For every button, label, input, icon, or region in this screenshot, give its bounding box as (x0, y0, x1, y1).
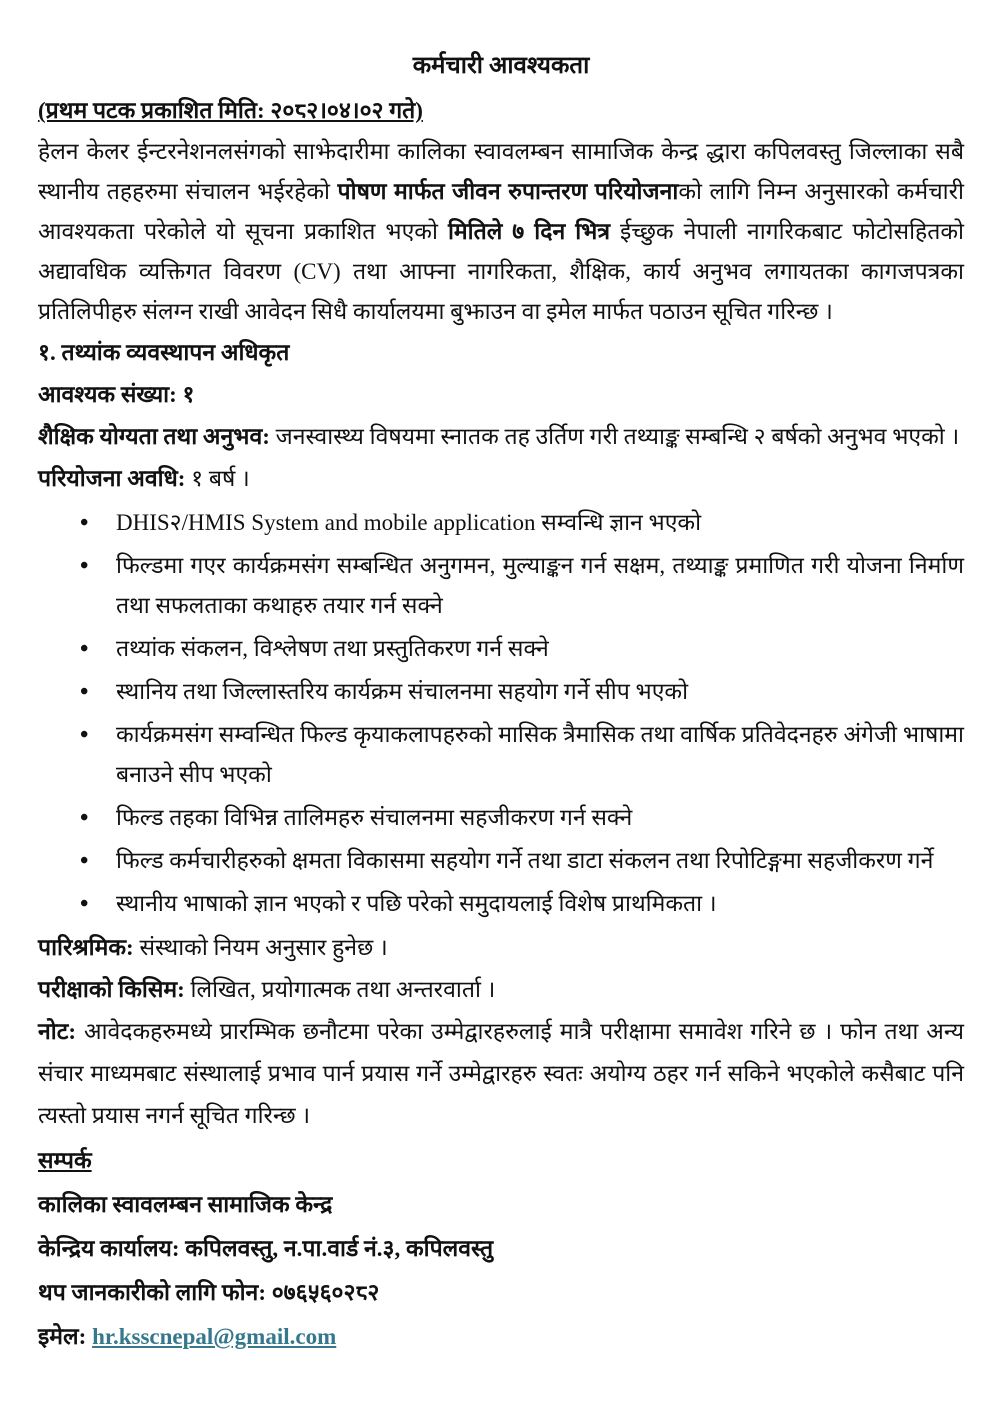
requirement-item (78, 715, 964, 795)
duration-line (38, 458, 964, 500)
requirement-item (78, 672, 964, 712)
email-label: इमेल: (38, 1324, 93, 1349)
requirement-text: स्थानीय भाषाको ज्ञान भएको र पछि परेको समुदायलाई विशेष प्राथमिकता । (116, 891, 717, 916)
exam-type-line (38, 969, 964, 1011)
intro-text-1: हेलन केलर ईन्टरनेशनलसंगको साझेदारीमा कालिका स्वावलम्बन सामाजिक केन्द्र द्धारा कपिलवस्तु जिल्लाका सबै स्थानीय तहहरुमा संचालन भईरहेको (38, 139, 964, 204)
requirement-item (78, 546, 964, 626)
qualification-label: शैक्षिक योग्यता तथा अनुभव: (38, 424, 270, 449)
note-paragraph (38, 1011, 964, 1137)
requirement-item (78, 884, 964, 924)
required-count-line: आवश्यक संख्या: १ (38, 382, 195, 407)
qualification-line (38, 416, 964, 458)
requirement-item (78, 798, 964, 838)
remuneration-text: संस्थाको नियम अनुसार हुनेछ । (133, 935, 388, 960)
requirement-text: DHIS२/HMIS System and mobile application सम्वन्धि ज्ञान भएको (116, 510, 702, 535)
contact-email-line (38, 1315, 964, 1359)
exam-type-text: लिखित, प्रयोगात्मक तथा अन्तरवार्ता । (184, 977, 496, 1002)
exam-type-label: परीक्षाको किसिम: (38, 977, 185, 1002)
contact-phone: थप जानकारीको लागि फोन: ०७६५६०२८२ (38, 1280, 380, 1305)
deadline-bold: मितिले ७ दिन भित्र (447, 219, 621, 244)
requirement-item (78, 629, 964, 669)
project-name-bold: पोषण मार्फत जीवन रुपान्तरण परियोजना (337, 179, 679, 204)
duration-label: परियोजना अवधि: (38, 466, 186, 491)
requirement-text: फिल्ड तहका विभिन्न तालिमहरु संचालनमा सहजीकरण गर्न सक्ने (116, 805, 633, 830)
requirement-item (78, 503, 964, 543)
note-label: नोट: (38, 1019, 76, 1044)
page-title: कर्मचारी आवश्यकता (412, 53, 590, 79)
intro-text-2: को लागि निम्न अनुसारको कर्मचारी आवश्यकता परेकोले यो सूचना प्रकाशित भएको (38, 179, 965, 244)
requirements-list (78, 503, 964, 924)
published-date-line: (प्रथम पटक प्रकाशित मिति: २०८२।०४।०२ गते) (38, 98, 423, 123)
qualification-text: जनस्वास्थ्य विषयमा स्नातक तह उर्तिण गरी तथ्याङ्क सम्बन्धि २ बर्षको अनुभव भएको । (269, 424, 960, 449)
remuneration-label: पारिश्रमिक: (38, 935, 134, 960)
requirement-text: तथ्यांक संकलन, विश्लेषण तथा प्रस्तुतिकरण गर्न सक्ने (116, 636, 549, 661)
intro-text-3: ईच्छुक नेपाली नागरिकबाट फोटोसहितको अद्यावधिक व्यक्तिगत विवरण (CV) तथा आफ्ना नागरिकता, शैक्षिक, कार्य अनुभव लगायतका कागजपत्रका प्रतिलिपीहरु संलग्न राखी आवेदन सिधै कार्यालयमा बुझाउन वा इमेल मार्फत पठाउन सूचित गरिन्छ । (38, 219, 965, 324)
contact-office-address: केन्द्रिय कार्यालय: कपिलवस्तु, न.पा.वार्ड नं.३, कपिलवस्तु (38, 1236, 494, 1261)
contact-org-name: कालिका स्वावलम्बन सामाजिक केन्द्र (38, 1192, 333, 1217)
requirement-text: स्थानिय तथा जिल्लास्तरिय कार्यक्रम संचालनमा सहयोग गर्ने सीप भएको (116, 679, 689, 704)
note-text: आवेदकहरुमध्ये प्रारम्भिक छनौटमा परेका उम्मेद्वारहरुलाई मात्रै परीक्षामा समावेश गरिने छ । फोन तथा अन्य संचार माध्यमबाट संस्थालाई प्रभाव पार्न प्रयास गर्ने उम्मेद्वारहरु स्वतः अयोग्य ठहर गर्न सकिने भएकोले कसैबाट पनि त्यस्तो प्रयास नगर्न सूचित गरिन्छ । (38, 1019, 964, 1128)
requirement-text: फिल्डमा गएर कार्यक्रमसंग सम्बन्धित अनुगमन, मुल्याङ्कन गर्न सक्षम, तथ्याङ्क प्रमाणित गरी योजना निर्माण तथा सफलताका कथाहरु तयार गर्न सक्ने (116, 553, 964, 618)
duration-text: १ बर्ष । (185, 466, 250, 491)
email-link[interactable]: hr.ksscnepal@gmail.com (92, 1324, 337, 1349)
requirement-item (78, 841, 964, 881)
remuneration-line (38, 927, 964, 969)
requirement-text: कार्यक्रमसंग सम्वन्धित फिल्ड कृयाकलापहरुको मासिक त्रैमासिक तथा वार्षिक प्रतिवेदनहरु अंगेजी भाषामा बनाउने सीप भएको (116, 722, 964, 787)
position-heading: १. तथ्यांक व्यवस्थापन अधिकृत (38, 340, 290, 365)
requirement-text: फिल्ड कर्मचारीहरुको क्षमता विकासमा सहयोग गर्ने तथा डाटा संकलन तथा रिपोटिङ्गमा सहजीकरण गर्ने (116, 848, 934, 873)
contact-heading: सम्पर्क (38, 1148, 92, 1173)
intro-paragraph (38, 132, 964, 332)
